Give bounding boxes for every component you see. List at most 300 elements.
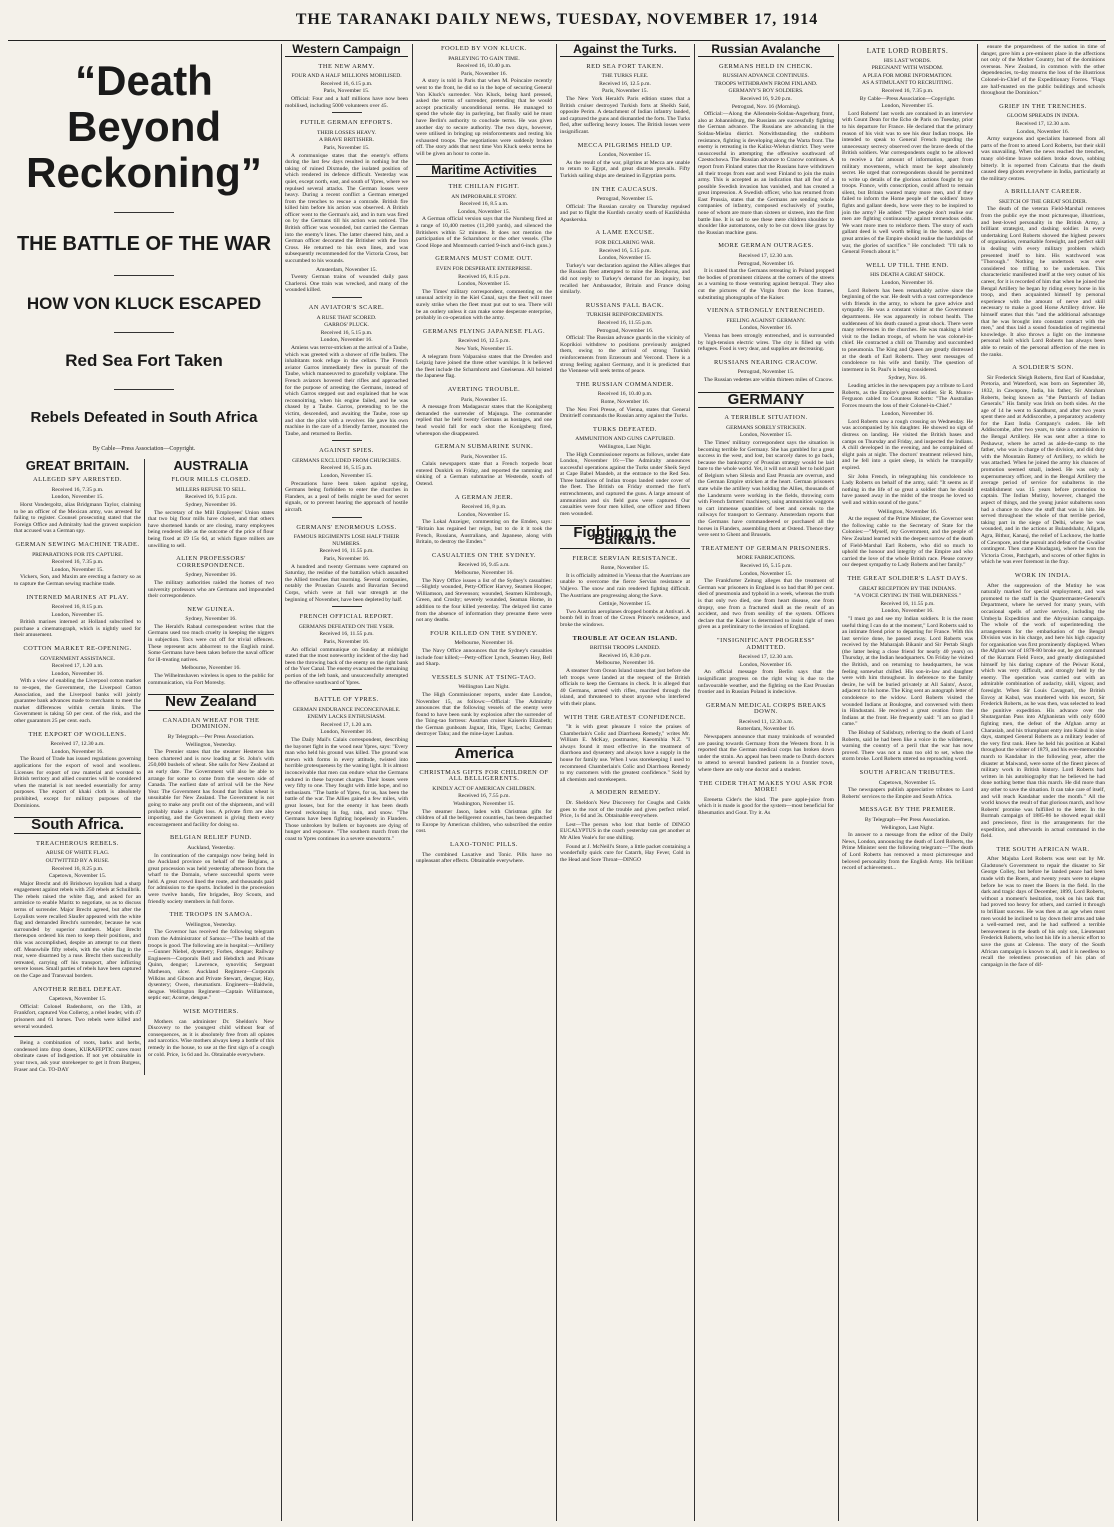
article-subtitle: A RUSE THAT SCORED. — [316, 314, 377, 321]
article-body: The Bishop of Salisbury, referring to the death of Lord Roberts, said he had been like a voice in the wilderness, warning the country of a peril that the war has now proved. There was not a man too old to set, when the storm broke. Lord Roberts uttered no reproaching word. — [842, 730, 973, 763]
article-body: Army surgeons and specialists hastened from all parts of the front to attend Lord Roberts, but their skill was unavailing. When the news reached the trenches, many old-time brave soldiers broke down, sobbing bitterly. It is reported from Calcutta that the death caused deep gloom everywhere in India, particularly at the military centres. — [981, 136, 1105, 182]
article-title: LATE LORD ROBERTS. — [866, 47, 949, 55]
article-title: THE NEW ARMY. — [318, 62, 375, 70]
dateline: Petrograd, November 16. — [596, 327, 654, 334]
dateline: London, November 15. — [739, 570, 793, 577]
dateline: Cettinje, November 15. — [598, 601, 652, 608]
article-title: FUTILE GERMAN EFFORTS. — [300, 119, 393, 127]
lead-title: “Death Beyond Reckoning” — [26, 57, 262, 196]
column-5 — [695, 44, 837, 1521]
headline-red-sea: Red Sea Fort Taken — [65, 351, 223, 370]
received-line: Received 16, 10.40 p.m. — [456, 63, 512, 70]
article-body: Precautions have been taken against spying, Germans being forbidden to enter the churches in Flanders, as a peal of bells might be used for secret signals, or to prevent hearing the approach of hostile aircraft. — [285, 480, 408, 514]
dateline: Wellington, November 16. — [877, 508, 938, 515]
article-body: "It is with great pleasure I voice the praises of Chamberlain's Colic and Diarrhoea Remedy," writes Mr. William E. McKay, postmaster, Kaeomihia N.Z. "I always found it most effective in the treatment of diarrhoea and dysentery and always have a supply in the house for family use. When I was storekeeping I used to recommend Chamberlain's Colic and Diarrhoea Remedy to my customers with the greatest confidence." Sold by all chemists and storekeepers. — [560, 724, 690, 783]
article-title: CANADIAN WHEAT FOR THE DOMINION. — [162, 716, 260, 731]
dateline: Wellington Last Night. — [458, 684, 510, 691]
article-title: GERMANS MUST COME OUT. — [435, 255, 533, 263]
dateline: Rotterdam, November 16. — [736, 726, 796, 733]
article-title: ALIEN PROFESSORS' CORRESPONDENCE. — [176, 555, 246, 569]
article-title: RED SEA FORT TAKEN. — [586, 62, 664, 70]
article-subtitle: TROOPS WITHDRAWN FROM FINLAND. — [714, 80, 818, 87]
article-title: INTERNED MARINES AT PLAY. — [26, 593, 129, 601]
article-body: The Neu Frei Presse, of Vienna, states that General Dmitrieff commands the Russian army against the Turks. — [560, 406, 690, 420]
article-title: RUSSIANS NEARING CRACOW. — [714, 358, 818, 366]
dateline: Sydney, November 16. — [185, 572, 237, 579]
dateline: London, November 16. — [739, 325, 793, 332]
article-title: A LAME EXCUSE. — [595, 229, 655, 237]
article-title: THE GREAT SOLDIER'S LAST DAYS. — [847, 574, 968, 582]
article-title: AVERTING TROUBLE. — [447, 385, 521, 393]
masthead-rule — [8, 40, 1106, 41]
article-title: TREACHEROUS REBELS. — [36, 839, 119, 847]
article-title: IN THE CAUCASUS. — [592, 185, 658, 193]
article-subtitle: AN IMPROBABLE STORY. — [451, 193, 517, 200]
press-credit: By Telegraph—Per Press Association. — [864, 816, 951, 823]
article-title: FOUR KILLED ON THE SYDNEY. — [430, 629, 538, 637]
separator — [114, 332, 174, 333]
received-line: Received 16, 12.5 p.m. — [458, 338, 510, 345]
dateline: London, November 15. — [320, 473, 373, 480]
ad-text: Being a combination of roots, barks and herbs, condensed into drop doses, KURAFEPTIC cures most obstinate cases of Indigestion. If not yet obtainable in your town, ask your storekeeper to get it from Burgess, Fraser and Co. TO-DAY — [14, 1040, 141, 1073]
article-body: Official: The Russian advance guards in the vicinity of Koprikioi withdrew to positions previously assigned them, owing to the arrival of strong Turkish reinforcements from Erzeroum and Vercond. There is a strong feeling against Germany, and it is predicted that the Viennese will seek terms of peace. — [560, 335, 690, 375]
lead-subcolumns — [11, 459, 277, 1076]
received-line: Received 16, 5.15 p.m. — [740, 563, 792, 569]
dateline: London, November 15. — [739, 432, 793, 439]
dateline: London, November 16. — [1016, 128, 1070, 135]
dateline: Capetown, November 15. — [48, 873, 107, 880]
dateline: Paris, November 15. — [323, 88, 370, 95]
article-body: A message from Madagascar states that the Konigsberg demanded the surrender of Majunga. The commander replied that he held twenty Germans as hostages, and one head would fall for each shot the Konigsberg fired, whereupon she disappeared. — [416, 404, 552, 437]
article-title: A GERMAN JEER. — [454, 493, 514, 501]
received-line: Received 11, 12.30 a.m. — [738, 718, 793, 725]
dateline: London, November 15. — [457, 511, 511, 518]
article-title: THE CIDER THAT MAKES YOU ASK FOR MORE! — [698, 779, 834, 794]
column-6 — [839, 44, 976, 1521]
article-subtitle: A BRAVE BRITISHER. — [318, 137, 375, 144]
received-line: Received 16, 12.5 p.m. — [599, 80, 651, 87]
article-subtitle: TURKISH REINFORCEMENTS. — [586, 312, 664, 319]
dateline: Paris, November 16. — [323, 556, 370, 562]
column-4 — [557, 44, 693, 1521]
dateline: Paris, November 15. — [602, 88, 648, 95]
dateline: Paris, November 15. — [323, 144, 370, 151]
received-line: Received 16, 8.5 a.m. — [459, 201, 509, 208]
article-subtitle: RUSSIAN ADVANCE CONTINUES. — [722, 73, 810, 80]
article-body: Erenetta Cider's the kind. The pure apple-juice from which it is made is good for the system—most beneficial for Rheumatics and Gout. Try it. As — [698, 796, 834, 816]
article-body: At the request of the Prime Minister, the Governor sent the following cable to the Secretary of State for the Colonies:—"Myself, my Government, and the people of New Zealand learned with the deepest sorrow of the death of Field-Marshal Earl Roberts, who did so much to uphold the honour and integrity of the Empire and who carried the love of the whole British race. Please convey our deepest sympathy to Lady Roberts and her family." — [842, 516, 973, 569]
article-subtitle: ABUSE OF WHITE FLAG. — [45, 850, 110, 857]
article-subtitle: OUTWITTED BY A RUSE. — [45, 857, 110, 864]
dateline: Paris, November 16. — [461, 70, 507, 77]
article-title: CASUALTIES ON THE SYDNEY. — [432, 551, 536, 559]
article-subtitle: FAMOUS REGIMENTS LOSE HALF THEIR NUMBERS. — [293, 534, 400, 547]
press-credit: By Cable—Press Association—Copyright. — [92, 446, 196, 452]
article-body: Mothers can administer Dr. Sheldon's New Discovery to the youngest child without fear of consequences, as it is absolutely free from all opiates and narcotics. Wise mothers always keep a bottle of this remedy in the house, to use at the first sign of a cough or cold. Price, 1s 6d and 3s. Obtainable everywhere. — [148, 1018, 274, 1058]
dateline: London, November 15. — [51, 611, 104, 618]
article-body: Amiens was terror-stricken at the arrival of a Taube, which was greeted with a shower of rifle bullets. The inhabitants took refuge in the cellars. The French aviator Garros immediately flew in pursuit of the Taube, which manoeuvred to gracefully volplane. The French aviators hovered their rifles and approached for the purpose of arresting the Germans, instead of which Garros stepped out and explained that he was reconnoitring, when his engine failed, and he was chased by a Taube. Garros, pretending to be the victim, descended, and awaiting the Taube, rose up and shot the pilot with a revolver. He gave his own machine in the care of a friendly farmer, mounted the Taube, and returned to Berlin. — [285, 344, 408, 437]
article-subtitle: GOVERNMENT ASSISTANCE. — [40, 655, 115, 662]
article-title: LAXO-TONIC PILLS. — [449, 841, 519, 848]
article-body: As the result of the war, pilgrims at Mecca are unable to return to Egypt, and great distress prevails. Fifty Turkish sailing ships are detained in Egyptian ports. — [560, 159, 690, 179]
article-title: BATTLE OF YPRES. — [314, 696, 379, 704]
received-line: Received 17, 1.20 a.m. — [320, 721, 373, 728]
section-head-britain: GREAT BRITAIN. — [25, 457, 130, 473]
article-body: Turkey's war declaration against the Allies alleges that the Russian fleet attempted to mine the Bosphorus, and did not reply to Turkey's demand for an inquiry, but recalled her Ambassador, Britain and France doing similarly. — [560, 262, 690, 296]
dateline: London, November 15. — [51, 494, 104, 501]
article-subtitle: THEIR LOSSES HEAVY. — [316, 129, 376, 136]
article-title: THE CHILIAN FIGHT. — [448, 183, 520, 191]
separator — [332, 440, 362, 441]
separator — [332, 689, 362, 690]
article-body: Horst Vondergoltz, alias Bridgmann Taylor, claiming to be an officer of the Mexican army, was arrested for failing to register. Counsel prosecuting stated that the Foreign Office and Admiralty had the gravest suspicion that accused was a German spy. — [14, 501, 141, 535]
article-body: It is stated that the Germans retreating in Poland propped the bodies of prominent citizens at the corners of the streets as a warning to those venturing against betrayal. They also cut the pictures of the Virgin from the Icon frames, substituting photographs of the Kaiser. — [698, 268, 834, 301]
article-body: The military authorities raided the homes of two university professors who are Germans and impounded their correspondence. — [148, 579, 274, 600]
article-body: Lest—The person who lost that bottle of DINGO EUCALYPTUS in the coach yesterday can get another at Mr Allen Veale's for one shilling. — [560, 821, 690, 841]
section-head-america: America — [416, 746, 552, 763]
dateline: London, November 15. — [457, 281, 511, 288]
received-line: Received 16, 9.15 p.m. — [185, 494, 237, 501]
article-body: Found at J. McNeill's Store, a little packet containing a wonderfully quick cure for Catarrh, Hay Fever, Cold in the Head and Sore Throat—DINGO — [560, 843, 690, 863]
section-head-south-africa: South Africa. — [14, 817, 141, 834]
received-line: Received 17, 12.30 a.m. — [738, 654, 794, 661]
article-body: The Daily Mail's Calais correspondent, describing the bayonet fight in the wood near Ypres, says: "Every man who held his ground was killed. The ground was strewn with forms in every attitude, twisted into horrible grotesqueness by the waning light. It is almost inconceivable that men can endure what the Germans endured in these bayonet charges. Their losses were very fifty to one. They fought with little hope, and no enthusiasm. "The battle of Ypres, for us, has been the battle of the war. The Allies gained a few miles, with great losses, but for the enemy it has been death beyond reckoning in fog, rain, and snow. "The Germans have been fighting hopelessly in Flanders. Those unbroken by bullets or bayonets are dying of hunger and exposure. "The southern march from the coast to Ypres continues in a severe snowstorm." — [285, 737, 408, 842]
dateline: Petrograd, November 15. — [596, 196, 654, 203]
article-body: Official:—Along the Allenstein-Soldau-Angerburg front, also at Johannisburg, the Russians are successfully fighting the German advance. The Russians are advancing in the Soldau-Mielau district. Notwithstanding the stubborn resistance, fighting is developing along the Warta front. The enemy is retreating in the Kalisz-Wielun district. They were unsuccessful in attempting the offensive southward of Czestochowa. The Russian advance to Cracow continues. A report from Finland states that the Russians have withdrawn all their troops from east and west Finland to join the main army. This is accepted as an indication that all fear of a possible Swedish invasion has vanished, and has created a great impression. A Swedish officer, who has returned from East Prussia, states that the Germans are sending whole companies of infantry, composed exclusively of youths, none of whom are more than sixteen or sixteen, into the first battle line. It is sad to see these mere children shoulder to shoulder like automatons, only to be cut down like grass by the Russian machine guns. — [698, 111, 834, 236]
article-title: ALLEGED SPY ARRESTED. — [33, 476, 122, 484]
received-line: Received 16, 9.20 p.m. — [740, 95, 792, 102]
received-line: Received 16, 7.35 p.m. — [51, 486, 104, 493]
subcolumn-australia — [144, 459, 277, 1076]
headline-rebels: Rebels Defeated in South Africa — [30, 409, 258, 426]
dateline: New York, November 15. — [455, 345, 513, 352]
dateline: Paris, November 15. — [461, 396, 507, 403]
article-body: A steamer from Ocean Island states that just before she left troops were landed at the request of the British officials to keep the Germans in check. It is alleged that 40 Germans, armed with rifles, marched through the island, and threatened to shoot anyone who interfered with their plans. — [560, 667, 690, 707]
dateline: London, November 16. — [739, 661, 793, 668]
article-body: The secretary of the Mill Employees' Union states that two big flour mills have closed, and that others have shortened hands or are closing, many employees being rendered idle as the outcome of the price of flour being fixed at £9 15s 6d, at which figure millers are unwilling to sell. — [148, 509, 274, 549]
headline-von-kluck: HOW VON KLUCK ESCAPED — [26, 294, 262, 313]
advertisement — [14, 1036, 141, 1073]
article-body: The High Commissioner reports as follows, under date London, November 16:—The Admiralty announces successful operations against the Turks under Sheik Seyd at Cape Babel Mandeb, at the entrance to the Red Sea. Three battalions of Indian troops landed under cover of the fleet. The British on Friday stormed the fort's entrenchments, and captured the guns. A large amount of ammunition and six field guns were captured. Our casualties were four men killed, one officer and fifteen men wounded. — [560, 451, 690, 517]
dateline: Capetown, November 15. — [878, 779, 937, 786]
section-head-australia: AUSTRALIA — [173, 457, 249, 473]
received-line: Received 16, 8.25 p.m. — [51, 865, 104, 872]
article-body: Major Brecht and 46 Brisbown loyalists had a sharp engagement against rebels with 250 rebels at Schuilbrik. The rebels raised the white flag, and asked for an armistice to enable Maritz to negotiate, so as to discuss terms of surrender. Major Brecht agreed, but after the Loyalists were recalled Slaufer appeared with the white flag and demanded Brecht's surrender, because he was surrounded by superior numbers. Major Brecht thereupon ordered his men to keep their positions, and this was accomplished, despite an attempt to cut them off. Meanwhile fifty rebels, with the white flag in the rear, were disarmed by a ruse. Brecht then successfully retreated, carrying off his transport, after inflicting severe losses. Small parties of rebels have been captured on the Cape and Transvaal borders. — [14, 880, 141, 979]
article-title: MORE GERMAN OUTRAGES. — [718, 242, 814, 250]
article-title: COTTON MARKET RE-OPENING. — [23, 645, 132, 653]
article-subtitle: GREAT RECEPTION BY THE INDIANS. — [858, 585, 956, 592]
received-line: Received 16, 11.55 p.m. — [319, 631, 374, 638]
article-title: MECCA PILGRIMS HELD UP. — [577, 141, 673, 149]
dateline: Washington, November 15. — [453, 801, 515, 808]
separator — [332, 517, 362, 518]
article-subtitle: GERMANS EXCLUDED FROM CHURCHES. — [292, 457, 401, 464]
article-body: The High Commissioner reports, under date London, November 15, as follows:—Official: The Admiralty announces that the following vessels of the enemy were found to have been sunk by explosion after the surrender of the Tsing-tao fortress: Austrian cruiser Kaiserin Elizabeth; the German gunboats Jaguar, Iltis, Tiger, Luchs; German destroyer Taku; and the mine-layer Lauban. — [416, 691, 552, 738]
article-title: SOUTH AFRICAN TRIBUTES. — [859, 768, 956, 776]
article-title: NEW GUINEA. — [187, 605, 235, 613]
article-subtitle: FOR DECLARING WAR. — [595, 240, 655, 247]
article-subtitle: PARLEYING TO GAIN TIME. — [448, 55, 520, 62]
received-line: Received 17, 1.20 a.m. — [51, 663, 104, 670]
separator — [114, 275, 174, 276]
press-credit: By Cable—Press Association—Copyright. — [859, 95, 956, 102]
article-title: MESSAGE BY THE PREMIER. — [859, 806, 956, 814]
article-subtitle: GERMAN ENDURANCE INCONCEIVABLE. — [292, 706, 401, 713]
banner-maritime: Maritime Activities — [416, 164, 552, 178]
article-body: The death of the veteran Field-Marshal removes from the public eye the most picturesque, illustrious, and best-loved personality in the British Army, a brilliant strategist, and dashing soldier. In every undertaking Lord Roberts showed the highest powers of organisation, remarkable foresight, and perfect skill in dealing with every military problem which presented itself to him. His watchword was "Thorough." Nothing he undertook was ever considered too trifling to be undertaken. This characteristic manifested itself at the very outset of his career, for it is recorded of him that when he joined the Bengal Artillery he began by riding every horse in his troop, and then acquainted himself by personal experience with the amount of nerve and skill necessary to make a good Horse Artillery driver. He himself states that this "and the additional advantage that he was brought into constant contact with the men," and thus laid a sound foundation of regimental knowledge. It also throws a light on the immense personal hold which Lord Roberts has always been able to retain of the personal affection of the men in the ranks. — [981, 206, 1105, 358]
received-line: Received 16, 5.15 p.m. — [320, 329, 373, 336]
section-head-germany: GERMANY — [698, 392, 834, 409]
dateline: Melbourne, November 16. — [595, 660, 655, 667]
article-subtitle: SKETCH OF THE GREAT SOLDIER. — [998, 198, 1088, 205]
article-body: The Board of Trade has issued regulations governing applications for the export of wool and woollens. Licenses for export of raw material and worsted to British territory and allied countries will be considered when the material is not needed essentially for army purposes. The export of khaki cloth is absolutely prohibited, except for military purposes of the Dominions. — [14, 756, 141, 809]
article-body: A telegram from Valparaiso states that the Dresden and Leipzig have joined the three other warships. It is believed the fleet include the Scharnhorst and Gneisenau. All hoisted the Japanese flag. — [416, 353, 552, 380]
dateline: London, November 16. — [51, 670, 104, 677]
dateline: Rome, November 15. — [600, 565, 650, 572]
article-title: TURKS DEFEATED. — [593, 425, 657, 433]
article-body: The Premier states that the steamer Hesteron has been chartered and is now loading at St. John's with 250,000 bushels of wheat. She sails for New Zealand at an early date. The Government will also be able to arrange for some to come from the western side of Canada. The earliest date of arrival will be the New Year. The Government has found that Indian wheat is unsuitable for New Zealand. The Government is not going to make any profit out of the shipments, and will probably make a slight loss. A private firm are also importing, and the Government is giving them every encouragement and facility for doing so. — [148, 749, 274, 828]
banner-against-turks: Against the Turks. — [560, 44, 690, 57]
banner-russian-avalanche: Russian Avalanche — [698, 44, 834, 57]
article-body: Dr. Sheldon's New Discovery for Coughs and Colds goes to the root of the trouble and gives perfect relief. Price, 1s 6d and 3s. Obtainable everywhere. — [560, 800, 690, 820]
article-subtitle: PREPARATIONS FOR ITS CAPTURE. — [32, 551, 123, 558]
article-title: GERMANS HELD IN CHECK. — [718, 62, 814, 70]
article-subtitle: HIS DEATH A GREAT SHOCK. — [870, 272, 945, 279]
article-subtitle: FOUR AND A HALF MILLIONS MOBILISED. — [291, 73, 402, 80]
column-1 — [8, 44, 280, 1521]
article-body: Calais newspapers state that a French torpedo boat entered Dunkirk on Friday, and reported the ramming and sinking of a German submarine at Westende, south of Ostend. — [416, 461, 552, 488]
article-subtitle: A PLEA FOR MORE INFORMATION. — [862, 72, 953, 79]
article-body: Official: Colonel Badenhorst, on the 13th, at Frankfort, captured Von Colleroy, a rebel leader, with 47 prisoners and 61 horses. Two rebels were killed and several wounded. — [14, 1003, 141, 1030]
section-head-new-zealand: New Zealand — [148, 694, 274, 711]
dateline: London, November 16. — [320, 729, 373, 736]
column-7 — [978, 44, 1108, 1521]
article-subtitle: "A VOICE CRYING IN THE WILDERNESS." — [854, 593, 961, 600]
article-body: Lord Roberts' last words are contained in an interview with Count Dean for the Echo de Paris on Tuesday, prior to his departure for France. He declared that the primary reason of his visit was to see his dear Indian troops. He intended to speak to General French regarding the unnecessary secrecy observed over the brave deeds of the British soldiers. War correspondents ought to be allowed to receive a fair amount of information, apart from military movements, which must be kept absolutely secret. He urged that correspondents should be permitted to write up details of the glorious actions fought by our troops. France, with conscription, could afford to remain silent, but Britain wanted many more men, and if they failed to inform the Home people of the soldiers' brave fights and gallant deeds, how were they to be inspired to join the army? He added: "The people don't realise our men are fighting continuously against tremendous odds. We want more men to reinforce them. The story of each gallant deed is well worth telling in the home, and the great armies of the Empire should realise the hardships of war, the glories of sacrifice." He concluded: "I'll talk to General French about it." — [842, 110, 973, 256]
dateline: Amsterdam, November 15. — [316, 266, 377, 273]
subcolumn-britain — [11, 459, 144, 1076]
article-body: Vickers, Son, and Maxim are erecting a factory so as to capture the German sewing machine trade. — [14, 574, 141, 587]
article-title: "INSIGNIFICANT PROGRESS" ADMITTED. — [717, 636, 815, 651]
article-body: Vienna has been strongly entrenched, and is surrounded by high-tension electric wires. The city is filled up with refugees. Food is very dear, and supplies are decreasing. — [698, 332, 834, 353]
article-subtitle: THE TURKS FLEE. — [601, 73, 649, 80]
dateline: Melbourne, November 16. — [454, 570, 514, 576]
received-line: Received 16, 5.15 p.m. — [320, 465, 373, 472]
headline-battle: THE BATTLE OF THE WAR — [16, 233, 272, 255]
article-title: GERMANS FLYING JAPANESE FLAG. — [422, 327, 546, 335]
article-body: The Navy Office announces that the Sydney's casualties include four killed;—Petty-officer Lynch, Seamen Hoy, Bell and Sharp. — [416, 647, 552, 668]
dateline: Petrograd, Nov. 16 (Morning). — [731, 103, 801, 110]
article-title: GRIEF IN THE TRENCHES. — [999, 102, 1087, 110]
article-subtitle: AMMUNITION AND GUNS CAPTURED. — [575, 436, 675, 443]
article-body: Sir Frederick Sleigh Roberts, first Earl of Kandahar, Pretoria, and Waterford, was born on September 30, 1832, in Cawnpore, India, his father, Sir Abraham Roberts, being known as "the Patriarch of Indian Generals." His family was Irish on both sides. At the age of 14 he went to Sandhurst, and after two years spent there and at Addiscombe, a preparatory academy for the East India Company's cadets. He left Addiscombe, after two years, to take a commission in the Bengal Artillery. He was sent after a time to Peshawur, where he acted as aide-de-camp to the father, who was in charge of the division, and did duty with the Mountain Battery of Artillery, to which he was attached. When he joined the army his chances of promotion seemed small, indeed. He was only a supernumerary officer, and in the Bengal Artillery the average period of service for subalterns in the establishment was 15 years before promotion to captain. The Indian Mutiny, however, changed the aspect of things, and the young junior subalterns soon had a chance to show the stuff that was in him. He served throughout the whole of that terrible period, taking part in the siege of Delhi, where he was wounded, and in the actions at Bulandshahr, Aligarh, Agra, Bithur, Kanauj, the relief of Lucknow, the battle of Cawnpore, and the pursuit and defeat of the Gwalior contingent. Then came Khudaganj, where he won the Victoria Cross, Patchgarh, and scores of other fights in which he was ever foremost in the fray. — [981, 374, 1105, 566]
dateline: London, November 15. — [598, 152, 652, 159]
article-body: It is officially admitted in Vienna that the Austrians are unable to overcome the fierce Servian resistance at Valjevo. The snow and rain rendered fighting difficult. The Austrians are progressing along the Save. — [560, 572, 690, 599]
article-title: FLOUR MILLS CLOSED. — [171, 476, 251, 484]
article-body: Official: The Russian cavalry on Thursday repulsed and put to flight the Kurdish cavalry south of Kazikhisha Apaskerska. — [560, 203, 690, 223]
received-line: Received 16, 6.15 p.m. — [320, 80, 373, 87]
article-body: The steamer Jason, laden with Christmas gifts for children of all the belligerent countries, has been despatched to Europe by American children, who subscribed the entire cost. — [416, 808, 552, 835]
dateline: Capetown, November 15. — [48, 996, 107, 1003]
article-subtitle: By Telegraph.—Per Press Association. — [167, 734, 255, 740]
separator — [114, 212, 174, 213]
article-subtitle: AS A STIMULANT TO RECRUITING. — [862, 80, 953, 87]
received-line: Received 16, 9.45 a.m. — [458, 562, 510, 569]
article-title: VESSELS SUNK AT TSING-TAO. — [431, 673, 537, 681]
article-subtitle: GLOOM SPREADS IN INDIA. — [1006, 113, 1080, 120]
article-title: GERMAN SUBMARINE SUNK. — [434, 443, 534, 451]
dateline: Wellington, Last Night. — [598, 443, 652, 450]
dateline: Petrograd, November 15. — [737, 369, 795, 376]
dateline: London, November 16. — [320, 337, 373, 344]
article-subtitle: GERMANS SORELY STRICKEN. — [726, 424, 806, 431]
article-body: The Times' military correspondent, commenting on the unusual activity in the Kiel Canal, says the fleet will meet surely strike when the fleet must put out to sea. There will be an outlery unless it can make some desperate enterprise, probably in co-operation with the army. — [416, 288, 552, 322]
article-body: Newspapers announce that many trainloads of wounded are passing towards Germany from the Western front. It is reported that the German medical corps has broken down under the strain. An appeal has been made to Dutch doctors to attend to several hundred patients in a frontier town, where there are only one doctor and a student. — [698, 734, 834, 774]
received-line: Received 16, 5.15 p.m. — [599, 247, 651, 254]
article-body: The Wilhelmshaven wireless is open to the public for communication, via Fort Moresby. — [148, 673, 274, 686]
article-subtitle: HIS LAST WORDS. — [883, 57, 932, 64]
article-subtitle: PREGNANT WITH WISDOM. — [871, 65, 944, 72]
dateline: Wellington, Yesterday. — [185, 921, 237, 928]
received-line: Received 16, 8.30 p.m. — [599, 652, 651, 659]
received-line: Received 16, 8 p.m. — [461, 504, 507, 511]
article-title: FIERCE SERVIAN RESISTANCE. — [572, 554, 678, 562]
article-body: The New York Herald's Paris edition states that a British cruiser destroyed Turkish forts at Sheikh Said, opposite Perim. A detachment of Indian infantry landed, and captured the guns and dismantled the forts. The Turks fled, after suffering heavy losses. The British losses were insignificant. — [560, 95, 690, 135]
article-body: The Governor has received the following telegram from the Administrator of Samoa:—"The health of the troops is good. The following are in hospital:—Artillery—Gunner Niebel, dysentery; Forbes, dengue; Railway Engineers—Corporals Bell and Hebditch and Private Quinn, dengue; Lawrence, synovitis; Sergeant Matheson, ulcer. Auckland Regiment—Corporals Wilkins and Gibson and Private Stewart, dengue; Hay, dysentery; Owen, rheumatism. Engineers—Baldwin, dengue. Wellington Regiment—Captain Williamson, septic ear; Acorne, dengue." — [148, 929, 274, 1002]
dateline: Petrograd, November 16. — [737, 260, 795, 267]
article-body: A story is told in Paris that when M. Poincaire recently went to the front, he did so in the hope of securing General Von Kluck's surrender. Von Kluck, being hard pressed, asked the terms of surrender, pretending that he would accept practically unconditional terms. He managed to spend the whole day in parleying, but finally said he must have Berlin's authority to conclude terms. He was given another day to secure authority. The two days, however, were utilised in bringing up reinforcements and resting his exhausted troops. The negotiations were suddenly broken off. The story adds that next time Von Kluck seeks terms he will be given an hour to come in. — [416, 78, 552, 157]
article-title: A MODERN REMEDY. — [589, 789, 661, 797]
article-subtitle: FEELING AGAINST GERMANY. — [726, 317, 806, 324]
article-body: British marines interned at Holland subscribed to purchase a cinematograph, which is nightly used for their amusement. — [14, 619, 141, 639]
article-subtitle: BRITISH TROOPS LANDED. — [589, 645, 661, 652]
received-line: Received 17, 12.30 a.m. — [50, 741, 105, 748]
dateline: Auckland, Yesterday. — [187, 844, 235, 851]
article-title: CHRISTMAS GIFTS FOR CHILDREN OF ALL BELLIGERENTS. — [419, 768, 549, 783]
article-body: The Herald's Rabaul correspondent writes that the Germans used too much cruelty in keeping the niggers in subjection. Tocs were cut off for trivial offences. These represent acts abhorrent to the English mind. Some Germans have been taken before the naval officer for ill-treating natives. — [148, 623, 274, 663]
article-subtitle: GARROS' PLUCK. — [324, 322, 369, 329]
article-title: WELL UP TILL THE END. — [866, 261, 949, 269]
article-body: Twenty German trains of wounded daily pass Charleroi. One train was wrecked, and many of the wounded killed. — [285, 274, 408, 294]
article-title: GERMANS' ENORMOUS LOSS. — [296, 523, 397, 531]
dateline: London, November 16. — [881, 608, 934, 615]
masthead: THE TARANAKI DAILY NEWS, TUESDAY, NOVEMBER 17, 1914 — [295, 11, 819, 28]
article-title: THE TROOPS IN SAMOA. — [169, 911, 253, 919]
article-body: The Frankfurter Zeitung alleges that the treatment of German war prisoners in England is so bad that 80 per cent. died of pneumonia and typhoid in a week, whereas the truth is that only two died, one from heart disease, one from dropsy, one from a fractured skull as the result of an accident, and two from senility of the system. Officers declare that the Kaiser is determined to insist right of men given as a preliminary to the invasion of England. — [698, 578, 834, 631]
article-body: After the suppression of the Mutiny he was naturally marked for special employment, and was promoted to the staff in the Quartermaster-General's Department, where he served for many years, with occasional spells of active service, including the Umbeyla Expedition and the Abyssinian campaign. The whole of the work of superintending the arrangements for the embarkation of the Bengal Division was in his charge, and here his high capacity for organisation was first prominently displayed. When the Afghan war of 1878-80 broke out, he got command of the Kurram Field Force, and greatly distinguished himself by his daring capture of the Peiwar Kotal, which was very difficult, and strongly held by the enemy. The operation was carried out with an admirable combination of audacity, skill, vigour, and foresight. When Sir Louis Cavagnari, the British Envoy at Kabul, was murdered with his escort, Sir Frederick Roberts, as he was then, was selected to lead the punitive expedition. His advance over the Shutargardan Pass into Afghanistan with only 6500 fighting men, the defeat of the Afghan army at Charasiab, and his triumphant entry into Kabul in nine days, stamped General Roberts as a military leader of the very first rank. Here he held his position at Kabul throughout the winter of 1879, and his ever-memorable march to Kandahar in the following year, after the disaster at Maiwand, were some of the finest pieces of military work in British history. Lord Roberts had written in his autobiography that he believed he had done nothing better than this march. He did more than any other to save the situation. It can take care of itself, and will reach Kandahar under the month." All the world knows the result of that glorious march, and how Roberts' promise was fulfilled to the letter. In the Burmah campaign of 1885-86 he showed equal skill and prescience, first in the arrangements for the expedition, and afterwards in actual command in the field. — [981, 582, 1105, 840]
separator — [332, 112, 362, 113]
dateline: Paris, November 15. — [461, 453, 507, 460]
received-line: Received 17, 12.30 a.m. — [738, 253, 794, 260]
column-2 — [282, 44, 411, 1521]
dateline: Sydney, November 16. — [185, 501, 237, 508]
article-title: GERMAN MEDICAL CORPS BREAKS DOWN. — [705, 701, 827, 716]
dateline: Wellington, Yesterday. — [185, 741, 237, 748]
dateline: Melbourne, November 16. — [181, 665, 241, 672]
article-body: An official message from Berlin says that the insignificant progress on the right wing is due to the unfavourable weather, and the fighting on the East Prussian frontier and in Russian Poland is indecisive. — [698, 669, 834, 696]
received-line: Received 16, 11.55 p.m. — [597, 320, 653, 326]
received-line: Received 17, 12.30 a.m. — [1015, 120, 1071, 127]
article-title: A BRILLIANT CAREER. — [1004, 188, 1082, 196]
article-subtitle: EVEN FOR DESPERATE ENTERPRISE. — [436, 266, 532, 273]
article-body: Sir John French, in telegraphing his condolence to Lady Roberts on behalf of the army, said: "It seems as if nothing in the life of so great a soldier than he should have passed away in the midst of the troops he loved so well and within sound of the guns." — [842, 473, 973, 506]
banner-western-campaign: Western Campaign — [285, 44, 408, 57]
article-title: THE EXPORT OF WOOLLENS. — [28, 730, 127, 738]
article-title: FRENCH OFFICIAL REPORT. — [299, 613, 394, 621]
article-body: "I must go and see my Indian soldiers. It is the most useful thing I can do at the moment," Lord Roberts said to an intimate friend prior to departing for France. With this last service done, he passed away. Lord Roberts was received by the Maharajah Bikanir and Sir Pertab Singh (the latter being a close friend for nearly 40 years) on Thursday, at the Indian headquarters. On Friday he visited the British, and on returning to headquarters, he was feeling somewhat chilled. His son-in-law and daughter were with him throughout. In deference to the family desire, he will be buried privately at All Saints', Ascot, adjacent to his home. The King sent an autograph letter of condolence to the widow. Lord Roberts visited the wounded Indians at Boulogne, and conversed with them in Hindustani. He received a great ovation from the Indians at the front. He frequently said: "I am so glad I came." — [842, 615, 973, 728]
article-subtitle: ENEMY LACKS ENTHUSIASM. — [307, 714, 386, 721]
article-title: WITH THE GREATEST CONFIDENCE. — [563, 713, 687, 721]
received-line: Received 16, 8.15 p.m. — [51, 604, 104, 611]
dateline: London, November 15. — [457, 208, 511, 215]
article-title: A TERRIBLE SITUATION. — [724, 414, 808, 422]
dateline: London, November 15. — [51, 566, 104, 573]
article-title: FOOLED BY VON KLUCK. — [441, 45, 527, 52]
article-body: In answer to a message from the editor of the Daily News, London, announcing the death of Lord Roberts, the Prime Minister sent the following telegram:—"The death of Lord Roberts has removed a most picturesque and beloved personality from the English Army. His brilliant record of achievement... — [842, 832, 973, 872]
article-body: Leading articles in the newspapers pay a tribute to Lord Roberts, as the Empire's greatest soldier. Sir R. Munro-Ferguson cabled to Countess Roberts: "The Australian Forces mourn the loss of their Colonel-in-Chief." — [842, 382, 973, 409]
received-line: Received 16, 7.35 p.m. — [881, 87, 934, 94]
article-title: ANOTHER REBEL DEFEAT. — [32, 985, 123, 993]
article-body: The Navy Office issues a list of the Sydney's casualties:—Slightly wounded, Petty-Officer Harvey, Seamen Hooper, Williamson, and Stevenson; wounded, Seamen Kimbrough, Green, and Crosby; severely wounded, Seaman Horne, in addition to the four killed yesterday. The delayed list came from the absence of information they presume there were not any deaths. — [416, 577, 552, 624]
article-title: AN AVIATOR'S SCARE. — [308, 304, 385, 311]
dateline: London, November 16. — [881, 411, 934, 418]
received-line: Received 16, 7.35 p.m. — [51, 559, 104, 566]
article-title: A SOLDIER'S SON. — [1012, 364, 1074, 372]
article-title: WISE MOTHERS. — [183, 1007, 239, 1015]
article-body: In continuation of the campaign now being held in the Auckland province on behalf of the Belgians, a great procession was held yesterday afternoon from the wharf to the Domain, where successful sports were held. A great crowd lined the route, and thousands paid for admission to the sports. Included in the procession were twelve bands, fire brigades, Boy Scouts, and friendly society members in full force. — [148, 852, 274, 905]
article-body: A German official version says that the Nurnberg fired at a range of 10,400 metres (11,200 yards), and silenced the Britishers within 52 minutes. It does not mention the participation of the Scharnhorst or the other vessels. (The Good Hope and Monmouth carried 9-inch and 6-inch guns.) — [416, 216, 552, 249]
article-title: THE RUSSIAN COMMANDER. — [576, 380, 674, 388]
article-title: AGAINST SPIES. — [319, 447, 374, 455]
column-3 — [413, 44, 555, 1521]
dateline: Wellington, Last Night. — [881, 824, 934, 831]
article-subtitle: GERMANY'S BOY SOLDIERS. — [728, 88, 804, 95]
dateline: Melbourne, November 16. — [454, 640, 514, 647]
article-body: Lord Roberts has been remarkably active since the beginning of the war. He dealt with a vast correspondence with friends in the army, to whom he gave advice and sympathy. He was a constant visitor at the Government departments. He was apparently in robust health. The suddenness of his death caused a great shock. There were many references in the churches. He was making a brief visit to the Indian troops, of whom he was colonel-in-chief. He contracted a chill on Thursday and succumbed to pneumonia. The King and Queen are greatly distressed at the death of Earl Roberts. They sent messages of condolence to his wife and family. The question of interment in St. Paul's is being considered. — [842, 287, 973, 373]
article-title: RUSSIANS FALL BACK. — [585, 301, 665, 309]
article-body: The combined Laxative and Tonic. Pills have no unpleasant after effects. Obtainable everywhere. — [416, 851, 552, 865]
article-title: BELGIAN RELIEF FUND. — [170, 834, 252, 842]
article-body: Lord Roberts saw a rough crossing on Wednesday. He was accompanied by his daughter. He showed no sign of distress on landing. He visited the British bases and camps on Thursday and Friday, and inspected the Indians. A chill developed in the evening, and he complained of slight pain at night. The doctors' treatment relieved him, and he fell into a quiet sleep, in which he tranquilly expired. — [842, 418, 973, 472]
article-subtitle: MILLERS REFUSE TO SELL. — [175, 486, 247, 493]
dateline: Sydney, Nov. 16. — [888, 375, 927, 382]
article-title: THE SOUTH AFRICAN WAR. — [996, 845, 1090, 853]
article-title: TREATMENT OF GERMAN PRISONERS. — [701, 544, 831, 552]
article-body: With a view of enabling the Liverpool cotton market to re-open, the Government, the Liverpool Cotton Association, and the Liverpool banks will jointly guarantee bank advances made to merchants to meet the market differences within certain limits. The Government is taking 50 per cent. of the risk, and the other guarantors 25 per cent. each. — [14, 678, 141, 724]
dateline: London, November 15. — [598, 255, 652, 262]
article-title: VIENNA STRONGLY ENTRENCHED. — [706, 307, 826, 315]
article-subtitle: GERMANS DEFEATED ON THE YSER. — [298, 623, 395, 630]
article-body: The newspapers publish appreciative tributes to Lord Roberts' services to the Empire and South Africa. — [842, 787, 973, 800]
received-line: Received 16, 10.40 p.m. — [597, 391, 653, 398]
article-body: The Russian vedettes are within thirteen miles of Cracow. — [704, 376, 834, 383]
article-body: The Lokal Anzeiger, commenting on the Emden, says: "Britain has regained her reign, but to do it it took the French, Russians, Australians, and Japanese, along with Britain, to destroy the Emden." — [416, 519, 552, 546]
article-subtitle: MORE FABRICATIONS. — [736, 555, 796, 562]
article-body: A hundred and twenty Germans were captured on Saturday, the residue of the battalion which assaulted the Allied trenches that morning. Several companies, notably the Prussian Guards and Bavarian Second Corps, which were at full war strength at the beginning of November, have been depleted by half. — [285, 563, 408, 603]
article-body: After Majuba Lord Roberts was sent out by Mr. Gladstone's Government to repair the disaster to Sir George Colley, but before he landed peace had been made with the Boers, and twenty years were to elapse before he was to meet the Boers in the field. In the dark and tragic days of December, 1899, Lord Roberts, without a moment's hesitation, took on his task that had proved too heavy for others, and carried it through to brilliant success. He was then at an age when most men would be inclined to lay down their arms and take a well-earned rest, and he had suffered a terrible bereavement in the death of his only son, Lieutenant Frederick Roberts, who lost his life in a heroic effort to save the guns at Colenso. The story of the South African campaign is known to all, and it is needless to recall the relentless prosecution of his plan of campaign in the face of dif- — [981, 856, 1105, 968]
article-subtitle: KINDLY ACT OF AMERICAN CHILDREN. — [432, 785, 536, 792]
section-head-balkans: Fighting in the Balkans. — [560, 525, 690, 548]
article-body: Official: Four and a half millions have now been mobilised, including 5000 volunteers over 45. — [285, 95, 408, 109]
article-body: ensure the preparedness of the nation in time of danger, gave him a pre-eminent place in the affections not only of the Mother Country, but of the dominions overseas. New Zealand, in common with the other dependencies, to-day mourns the loss of the illustrious Colonel-in-Chief of the Expeditionary Forces. "Flags are half-masted on the public buildings and schools throughout the Dominion." — [981, 44, 1105, 97]
received-line: Received 16, 11.55 p.m. — [880, 600, 935, 607]
dateline: London, November 16. — [881, 280, 934, 286]
received-line: Received 16, 7.55 p.m. — [458, 793, 510, 800]
dateline: London, November 15. — [881, 103, 934, 110]
article-title: WORK IN INDIA. — [1014, 571, 1072, 579]
separator — [332, 606, 362, 607]
separator — [332, 297, 362, 298]
